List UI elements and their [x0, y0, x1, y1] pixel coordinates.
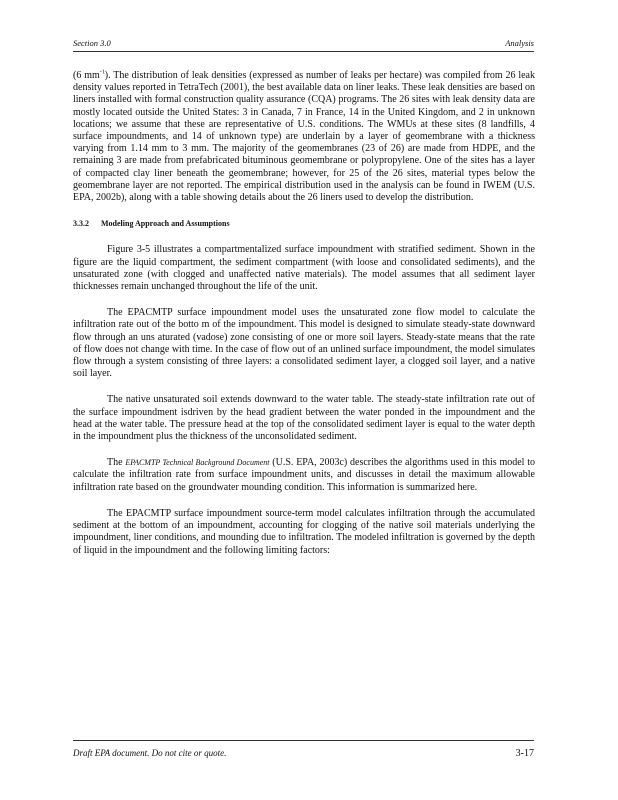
paragraph-figure-3-5: Figure 3-5 illustrates a compartmentalized surface impoundment with stratified sediment. Shown in the figure are the liquid compartment, the sediment compartment (with loose and consolidated sediments), and the unsaturated zone (with clogged and unaffected native materials). The model assumes that all sediment layer thicknesses remain unchanged throughout the life of the unit. — [73, 244, 535, 293]
subsection-title: Modeling Approach and Assumptions — [101, 219, 230, 229]
header-rule — [73, 51, 534, 52]
footer-rule — [73, 740, 534, 741]
header-title: Analysis — [505, 38, 534, 48]
paragraph-flow-model: The EPACMTP surface impoundment model uses the unsaturated zone flow model to calculate the infiltration rate out of the botto m of the impoundment. This model is designed to simulate steady-state downward flow through an uns aturated (vadose) zone consisting of one or more soil layers. Steady-state means that the rate of flow does not change with time. In the case of flow out of an unlined surface impoundment, the model simulates flow through a system consisting of three layers: a consolidated sediment layer, a clogged soil layer, and a native soil layer. — [73, 307, 535, 380]
superscript: -1 — [99, 69, 105, 76]
page-number: 3-17 — [515, 748, 534, 759]
paragraph-background-document: The EPACMTP Technical Background Document (U.S. EPA, 2003c) describes the algorithms used in this model to calculate the infiltration rate from surface impoundment units, and discusses in detail the maximum allowable infiltration rate based on the groundwater mounding condition. This information is summarized here. — [73, 457, 536, 493]
footer-draft-note: Draft EPA document. Do not cite or quote. — [73, 748, 227, 758]
header-section: Section 3.0 — [73, 38, 111, 48]
paragraph-native-soil: The native unsaturated soil extends downward to the water table. The steady-state infiltration rate out of the surface impoundment isdriven by the head gradient between the water ponded in the impoundment and the head at the water table. The pressure head at the top of the consolidated sediment layer is equal to the water depth in the impoundment plus the thickness of the unconsolidated sediment. — [73, 394, 535, 443]
subsection-number: 3.3.2 — [73, 219, 89, 229]
subsection-heading — [73, 218, 535, 230]
document-title-reference: EPACMTP Technical Background Document — [125, 458, 270, 468]
paragraph-source-term-model: The EPACMTP surface impoundment source-term model calculates infiltration through the accumulated sediment at the bottom of an impoundment, accounting for clogging of the native soil materials underlying the impoundment, liner conditions, and mounding due to infiltration. The modeled infiltration is governed by the depth of liquid in the impoundment and the following limiting factors: — [73, 507, 535, 556]
paragraph-leak-densities: (6 $mm^{-1}$). The distribution of leak densities (expressed as number of leaks per hectare) was compiled from 26 leak density values reported in TetraTech (2001), the best available data on liner leaks. These leak densities are based on liners installed with formal construction quality assurance (CQA) programs. The 26 sites with leak density data are mostly located outside the United States: 3 in Canada, 7 in France, 14 in the United Kingdom, and 2 in unknown locations; we assume that these are representative of U.S. conditions. The WMUs at these sites (8 landfills, 4 surface impoundments, and 14 of unknown type) are underlain by a layer of geomembrane with a thickness varying from 1.14 mm to 3 mm. The majority of the geomembranes (23 of 26) are made from HDPE, and the remaining 3 are made from prefabricated bituminous geomembrane or polypropylene. One of the sites has a layer of compacted clay liner beneath the geomembrane; however, for 25 of the 26 sites, material types below the geomembrane layer are not reported. The empirical distribution used in the analysis can be found in IWEM (U.S. EPA, 2002b), along with a table showing details about the 26 liners used to develop the distribution. — [73, 69, 535, 204]
body-text — [73, 70, 535, 571]
